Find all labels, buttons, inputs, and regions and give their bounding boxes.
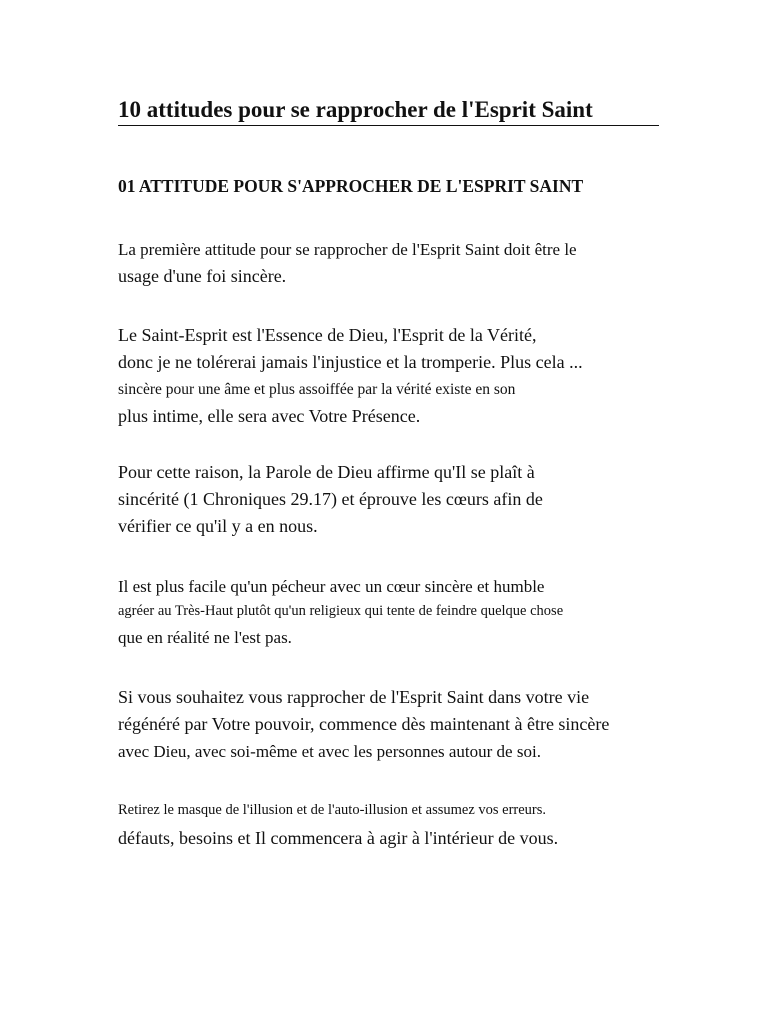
paragraph-5 <box>118 684 609 765</box>
document-title: 10 attitudes pour se rapprocher de l'Esprit Saint <box>118 96 659 126</box>
paragraph-2 <box>118 322 583 430</box>
paragraph-3 <box>118 459 543 540</box>
paragraph-line: donc je ne tolérerai jamais l'injustice et la tromperie. Plus cela ... <box>118 352 583 372</box>
section-heading: 01 ATTITUDE POUR S'APPROCHER DE L'ESPRIT SAINT <box>118 176 584 196</box>
paragraph-line: vérifier ce qu'il y a en nous. <box>118 516 318 536</box>
paragraph-4 <box>118 573 563 654</box>
paragraph-line: sincère pour une âme et plus assoiffée par la vérité existe en son <box>118 381 516 398</box>
paragraph-line: agréer au Très-Haut plutôt qu'un religieux qui tente de feindre quelque chose <box>118 603 564 619</box>
paragraph-line: sincérité (1 Chroniques 29.17) et éprouve les cœurs afin de <box>118 489 543 509</box>
paragraph-line: La première attitude pour se rapprocher de l'Esprit Saint doit être le <box>118 240 577 259</box>
paragraph-6 <box>118 796 558 852</box>
paragraph-line: avec Dieu, avec soi-même et avec les personnes autour de soi. <box>118 742 541 761</box>
paragraph-line: Le Saint-Esprit est l'Essence de Dieu, l'Esprit de la Vérité, <box>118 325 537 345</box>
paragraph-line: Pour cette raison, la Parole de Dieu affirme qu'Il se plaît à <box>118 462 535 482</box>
paragraph-line: Il est plus facile qu'un pécheur avec un cœur sincère et humble <box>118 577 545 596</box>
paragraph-line: plus intime, elle sera avec Votre Présence. <box>118 406 421 426</box>
paragraph-line: régénéré par Votre pouvoir, commence dès maintenant à être sincère <box>118 714 610 734</box>
paragraph-line: Si vous souhaitez vous rapprocher de l'Esprit Saint dans votre vie <box>118 687 590 707</box>
paragraph-line: Retirez le masque de l'illusion et de l'auto-illusion et assumez vos erreurs. <box>118 802 547 818</box>
paragraph-line: défauts, besoins et Il commencera à agir à l'intérieur de vous. <box>118 828 559 848</box>
paragraph-line: usage d'une foi sincère. <box>118 266 287 286</box>
paragraph-1 <box>118 236 577 290</box>
paragraph-line: que en réalité ne l'est pas. <box>118 628 292 647</box>
